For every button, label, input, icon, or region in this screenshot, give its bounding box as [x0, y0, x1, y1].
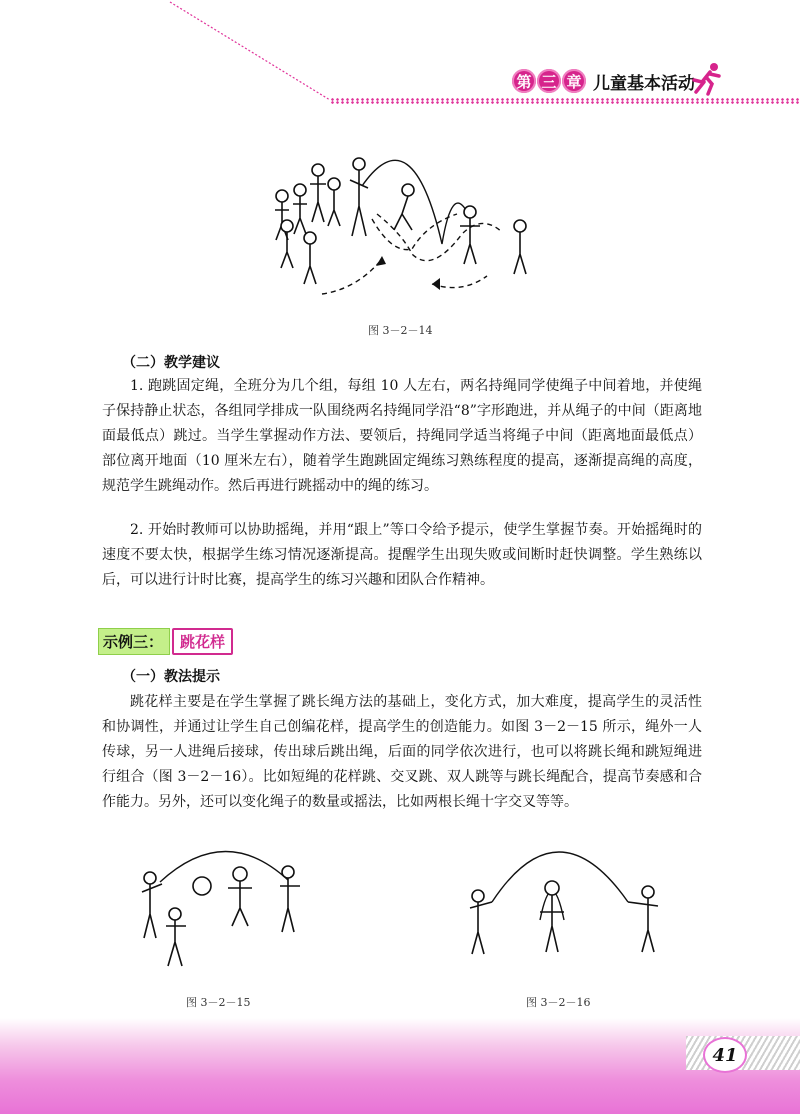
figure-1-caption: 图 3－2－14: [368, 324, 433, 337]
example-heading: [98, 628, 233, 655]
chapter-name: 儿童基本活动: [593, 73, 695, 94]
figure-rope-ball-pass: [130, 842, 310, 982]
figure-2-caption: 图 3－2－15: [186, 996, 251, 1009]
paragraph-teaching-advice-1: 1. 跑跳固定绳，全班分为几个组，每组 10 人左右，两名持绳同学使绳子中间着地，并使绳子保持静止状态，各组同学排成一队围绕两名持绳同学沿“8”字形跑进，并从绳子的中间（距离地面最低点）跳过。当学生掌握动作方法、要领后，持绳同学适当将绳子中间（距离地面最低点）部位离开地面（10 厘米左右），随着学生跑跳固定绳练习熟练程度的提高，逐渐提高绳的高度，规范学生跳绳动作。然后再进行跳摇动中的绳的练习。: [102, 378, 702, 494]
header-dotted-band: [330, 98, 800, 104]
paragraph-method-tips: 跳花样主要是在学生掌握了跳长绳方法的基础上，变化方式，加大难度，提高学生的灵活性和协调性，并通过让学生自己创编花样，提高学生的创造能力。如图 3－2－15 所示，绳外一人传球，另一人进绳后接球，传出球后跳出绳，后面的同学依次进行，也可以将跳长绳和跳短绳进行组合（图 3－2－16）。比如短绳的花样跳、交叉跳、双人跳等与跳长绳配合，提高节奏感和合作能力。另外，还可以变化绳子的数量或摇法，比如两根长绳十字交叉等等。: [102, 694, 702, 810]
footer-gradient-band: [0, 1018, 800, 1114]
figure-rope-figure-eight: [262, 144, 552, 314]
example-title: 跳花样: [172, 628, 233, 655]
figure-long-and-short-rope: [448, 842, 678, 982]
section-heading-teaching-advice: （二）教学建议: [122, 355, 220, 371]
runner-icon: [686, 62, 726, 96]
figure-3-caption: 图 3－2－16: [526, 996, 591, 1009]
example-label: 示例三：: [98, 628, 170, 655]
paragraph-teaching-advice-2: 2. 开始时教师可以协助摇绳，并用“跟上”等口令给予提示，使学生掌握节奏。开始摇绳时的速度不要太快，根据学生练习情况逐渐提高。提醒学生出现失败或间断时赶快调整。学生熟练以后，可以进行计时比赛，提高学生的练习兴趣和团队合作精神。: [102, 522, 702, 588]
page-number: 41: [703, 1037, 747, 1073]
chapter-char-3: 章: [562, 69, 586, 93]
chapter-title: [512, 66, 695, 96]
section-heading-method-tips: （一）教法提示: [122, 669, 220, 685]
chapter-char-2: 三: [537, 69, 561, 93]
chapter-char-1: 第: [512, 69, 536, 93]
